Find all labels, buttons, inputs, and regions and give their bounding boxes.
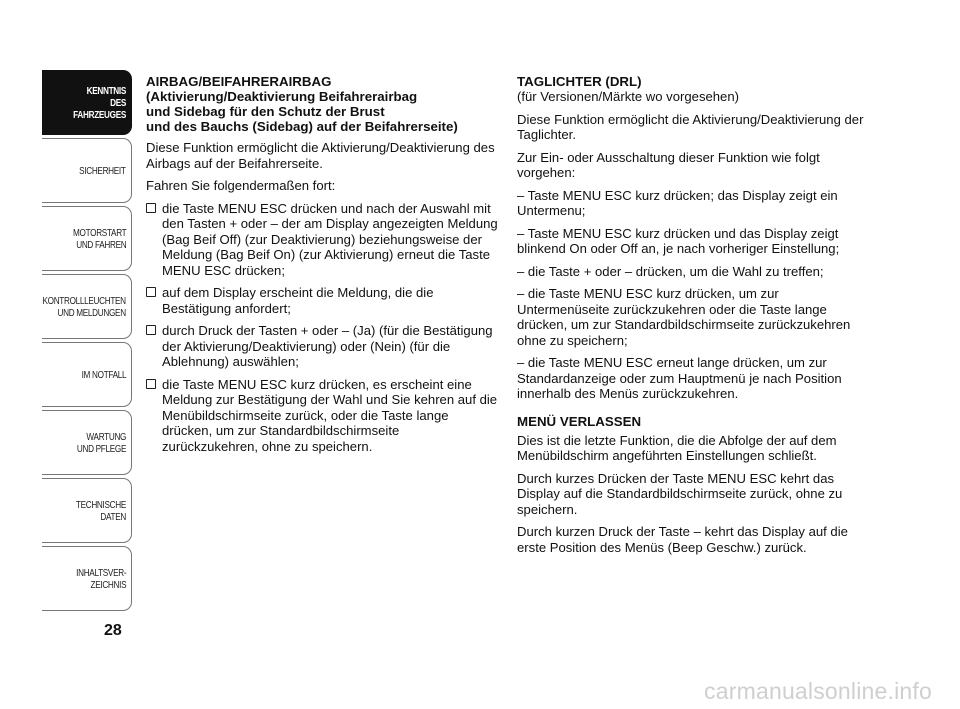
- airbag-heading: [146, 74, 498, 134]
- exit-heading: MENÜ VERLASSEN: [517, 413, 642, 429]
- paragraph: Dies ist die letzte Funktion, die die Abfolge der auf dem Menübildschirm angeführten Einstellungen schließt.: [517, 432, 837, 463]
- tab-label: INHALTSVER- ZEICHNIS: [75, 566, 126, 591]
- checkbox-bullet-icon: [146, 287, 156, 297]
- page-number: 28: [104, 622, 122, 639]
- list-item: [146, 285, 498, 316]
- list-item-text: durch Druck der Tasten + oder – (Ja) (für die Bestätigung der Aktivierung/Deaktivierung) oder (Nein) (für die Ablehnung) auswählen;: [162, 323, 493, 369]
- paragraph: Durch kurzen Druck der Taste – kehrt das Display auf die erste Position des Menüs (Beep Geschw.) zurück.: [517, 524, 848, 555]
- paragraph: Diese Funktion ermöglicht die Aktivierung/Deaktivierung des Airbags auf der Beifahrerseite.: [146, 140, 495, 171]
- heading-line: und des Bauchs (Sidebag) auf der Beifahrerseite): [146, 119, 458, 134]
- list-item-text: auf dem Display erscheint die Meldung, die die Bestätigung anfordert;: [162, 285, 434, 316]
- list-item: [146, 377, 498, 455]
- drl-heading: TAGLICHTER (DRL): [517, 74, 642, 89]
- tab-inhaltsverzeichnis[interactable]: [42, 546, 132, 611]
- paragraph: – die Taste MENU ESC kurz drücken, um zur Untermenüseite zurückzukehren oder die Taste lange drücken, um zur Standardbildschirmseite zurückzukehren ohne zu speichern;: [517, 286, 851, 348]
- left-column: [146, 74, 498, 461]
- watermark: carmanualsonline.info: [704, 678, 932, 704]
- tab-im-notfall[interactable]: [42, 342, 132, 407]
- list-item-text: die Taste MENU ESC drücken und nach der Auswahl mit den Tasten + oder – der am Display angezeigten Meldung (Bag Beif Off) (zur Deaktivierung) beziehungsweise der Meldung (Bag Beif On) (zur Aktivierung) erneut die Taste MENU ESC drücken;: [162, 200, 498, 278]
- tab-sicherheit[interactable]: [42, 138, 132, 203]
- heading-line: (Aktivierung/Deaktivierung Beifahrerairbag: [146, 89, 418, 104]
- paragraph: – die Taste + oder – drücken, um die Wahl zu treffen;: [517, 263, 824, 279]
- tab-label: KENNTNIS DES FAHRZEUGES: [73, 84, 126, 121]
- paragraph: – Taste MENU ESC kurz drücken und das Display zeigt blinkend On oder Off an, je nach vorheriger Einstellung;: [517, 225, 840, 256]
- tab-label: KONTROLLLEUCHTEN UND MELDUNGEN: [42, 294, 126, 319]
- tab-label: MOTORSTART UND FAHREN: [72, 226, 126, 251]
- paragraph: – die Taste MENU ESC erneut lange drücken, um zur Standardanzeige oder zum Hauptmenü je nach Position innerhalb des Menüs zurückzukehren.: [517, 355, 842, 401]
- paragraph: Zur Ein- oder Ausschaltung dieser Funktion wie folgt vorgehen:: [517, 149, 820, 180]
- paragraph: Fahren Sie folgendermaßen fort:: [146, 178, 336, 193]
- heading-line: und Sidebag für den Schutz der Brust: [146, 104, 385, 119]
- tab-kontrollleuchten[interactable]: [42, 274, 132, 339]
- tab-motorstart[interactable]: [42, 206, 132, 271]
- tab-label: SICHERHEIT: [79, 164, 126, 177]
- checkbox-bullet-icon: [146, 379, 156, 389]
- tab-label: IM NOTFALL: [81, 368, 126, 381]
- drl-subtitle: (für Versionen/Märkte wo vorgesehen): [517, 89, 739, 104]
- tab-wartung[interactable]: [42, 410, 132, 475]
- heading-line: AIRBAG/BEIFAHRERAIRBAG: [146, 74, 332, 89]
- steps-list: [146, 201, 498, 455]
- tab-kenntnis[interactable]: [42, 70, 132, 135]
- checkbox-bullet-icon: [146, 203, 156, 213]
- tab-label: WARTUNG UND PFLEGE: [76, 430, 126, 455]
- paragraph: Diese Funktion ermöglicht die Aktivierung/Deaktivierung der Taglichter.: [517, 111, 864, 142]
- list-item-text: die Taste MENU ESC kurz drücken, es erscheint eine Meldung zur Bestätigung der Wahl und Sie kehren auf die Menübildschirmseite zurück, oder die Taste lange drücken, um zur Standardbildschirmseite zurückzukehren, ohne zu speichern.: [162, 376, 498, 454]
- checkbox-bullet-icon: [146, 325, 156, 335]
- tab-label: TECHNISCHE DATEN: [75, 498, 126, 523]
- chapter-sidebar: [42, 70, 132, 614]
- paragraph: – Taste MENU ESC kurz drücken; das Display zeigt ein Untermenu;: [517, 187, 838, 218]
- right-column: [517, 74, 867, 562]
- list-item: [146, 201, 498, 279]
- tab-technische-daten[interactable]: [42, 478, 132, 543]
- paragraph: Durch kurzes Drücken der Taste MENU ESC kehrt das Display auf die Standardbildschirmseite zurück, ohne zu speichern.: [517, 470, 843, 517]
- list-item: [146, 323, 498, 370]
